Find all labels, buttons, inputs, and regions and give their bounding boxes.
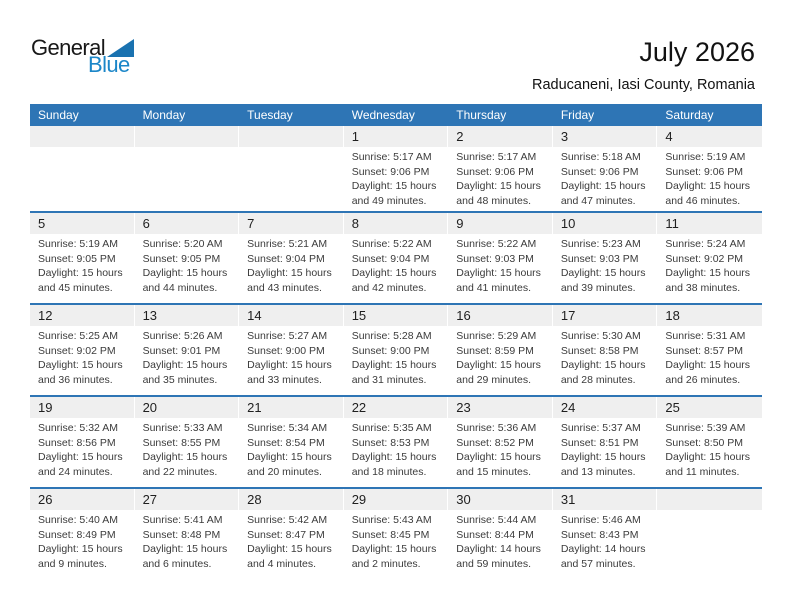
sunrise-line: Sunrise: 5:26 AM [142,330,223,342]
sunrise-line: Sunrise: 5:43 AM [351,514,432,526]
location-subtitle: Raducaneni, Iasi County, Romania [532,77,755,93]
weekday-header-row [30,104,762,126]
day-cell [553,234,658,295]
day-number: 26 [30,489,135,510]
daylight-line-2: and 6 minutes. [142,557,212,570]
day-cell [657,326,762,387]
day-number: 14 [239,305,344,326]
daylight-line-2: and 59 minutes. [456,557,531,570]
day-number: 10 [553,213,658,234]
logo-word-general: General [31,35,106,60]
daylight-line-2: and 47 minutes. [560,194,636,207]
sunset-line: Sunset: 8:56 PM [38,436,116,449]
daylight-line-2: and 48 minutes. [456,194,531,207]
daylight-line-1: Daylight: 15 hours [665,267,751,280]
sunset-line: Sunset: 9:04 PM [351,252,430,265]
day-cell [553,147,658,208]
day-cell [553,418,658,479]
daylight-line-1: Daylight: 15 hours [247,543,332,556]
daylight-line-1: Daylight: 15 hours [560,359,646,372]
day-number: 12 [30,305,135,326]
day-number: 21 [239,397,344,418]
daylight-line-2: and 18 minutes. [351,465,427,478]
day-cell [135,234,240,295]
daylight-line-1: Daylight: 14 hours [560,543,646,556]
daylight-line-2: and 26 minutes. [665,373,741,386]
week-row [30,303,762,395]
day-number: 8 [344,213,449,234]
daylight-line-1: Daylight: 15 hours [560,180,646,193]
daylight-line-2: and 46 minutes. [665,194,741,207]
sunrise-line: Sunrise: 5:40 AM [38,514,118,526]
daylight-line-1: Daylight: 15 hours [665,359,751,372]
day-number: 29 [344,489,449,510]
sunset-line: Sunset: 9:05 PM [142,252,221,265]
day-details-strip [30,234,762,295]
sunrise-line: Sunrise: 5:27 AM [247,330,328,342]
month-title: July 2026 [639,37,755,67]
day-cell [344,326,449,387]
day-number: 22 [344,397,449,418]
daylight-line-2: and 9 minutes. [38,557,107,570]
week-row [30,211,762,303]
daylight-line-2: and 15 minutes. [456,465,531,478]
sunrise-line: Sunrise: 5:33 AM [142,422,223,434]
header-titles [532,37,755,93]
sunrise-line: Sunrise: 5:39 AM [665,422,746,434]
day-number: 31 [553,489,658,510]
sunrise-line: Sunrise: 5:19 AM [38,238,118,250]
sunset-line: Sunset: 8:44 PM [456,528,534,541]
empty-day-number [657,489,762,510]
daylight-line-2: and 24 minutes. [38,465,113,478]
sunrise-line: Sunrise: 5:41 AM [142,514,223,526]
day-number: 4 [665,129,673,144]
daylight-line-1: Daylight: 15 hours [560,267,646,280]
day-number: 17 [553,305,658,326]
daylight-line-2: and 29 minutes. [456,373,531,386]
daylight-line-2: and 41 minutes. [456,281,531,294]
sunrise-line: Sunrise: 5:36 AM [456,422,537,434]
sunset-line: Sunset: 9:03 PM [560,252,639,265]
empty-day-cell [239,147,344,208]
daylight-line-1: Daylight: 15 hours [560,451,646,464]
daylight-line-1: Daylight: 15 hours [142,359,228,372]
sunrise-line: Sunrise: 5:20 AM [142,238,223,250]
weekday-header-thursday: Thursday [456,108,507,122]
day-cell [657,234,762,295]
sunset-line: Sunset: 8:55 PM [142,436,221,449]
sunset-line: Sunset: 9:01 PM [142,344,221,357]
daylight-line-2: and 36 minutes. [38,373,113,386]
day-cell [657,147,762,208]
daylight-line-1: Daylight: 15 hours [456,180,541,193]
sunrise-line: Sunrise: 5:46 AM [560,514,641,526]
day-number: 25 [665,400,680,415]
day-number: 19 [30,397,135,418]
sunrise-line: Sunrise: 5:17 AM [351,151,432,163]
day-cell [239,418,344,479]
sunset-line: Sunset: 8:59 PM [456,344,534,357]
sunset-line: Sunset: 8:54 PM [247,436,325,449]
sunset-line: Sunset: 9:04 PM [247,252,325,265]
sunrise-line: Sunrise: 5:22 AM [351,238,432,250]
day-cell [657,418,762,479]
sunrise-line: Sunrise: 5:32 AM [38,422,118,434]
daylight-line-1: Daylight: 15 hours [142,451,228,464]
empty-day-cell [30,147,135,208]
sunrise-line: Sunrise: 5:28 AM [351,330,432,342]
day-cell [448,326,553,387]
day-number-strip [30,126,762,147]
daylight-line-1: Daylight: 15 hours [456,359,541,372]
sunset-line: Sunset: 8:53 PM [351,436,430,449]
day-number-strip [30,213,762,234]
sunrise-line: Sunrise: 5:34 AM [247,422,328,434]
sunset-line: Sunset: 9:00 PM [247,344,325,357]
daylight-line-2: and 43 minutes. [247,281,322,294]
sunset-line: Sunset: 8:49 PM [38,528,116,541]
sunset-line: Sunset: 8:48 PM [142,528,221,541]
weekday-header-wednesday: Wednesday [351,108,415,122]
daylight-line-1: Daylight: 15 hours [38,451,123,464]
daylight-line-1: Daylight: 15 hours [38,359,123,372]
day-cell [30,418,135,479]
daylight-line-1: Daylight: 15 hours [351,359,437,372]
daylight-line-2: and 11 minutes. [665,465,740,478]
week-row [30,487,762,579]
daylight-line-2: and 44 minutes. [142,281,218,294]
sunset-line: Sunset: 8:52 PM [456,436,534,449]
daylight-line-2: and 20 minutes. [247,465,322,478]
day-number: 6 [135,213,240,234]
day-number: 13 [135,305,240,326]
day-number: 5 [30,213,135,234]
sunrise-line: Sunrise: 5:21 AM [247,238,328,250]
sunset-line: Sunset: 8:47 PM [247,528,325,541]
sunset-line: Sunset: 9:02 PM [38,344,116,357]
sunrise-line: Sunrise: 5:44 AM [456,514,537,526]
day-details-strip [30,418,762,479]
daylight-line-1: Daylight: 14 hours [456,543,541,556]
sunset-line: Sunset: 8:43 PM [560,528,639,541]
daylight-line-2: and 39 minutes. [560,281,636,294]
day-cell [344,147,449,208]
calendar-weeks [30,126,762,579]
sunrise-line: Sunrise: 5:35 AM [351,422,432,434]
daylight-line-1: Daylight: 15 hours [38,543,123,556]
day-number-strip [30,305,762,326]
daylight-line-2: and 33 minutes. [247,373,322,386]
sunset-line: Sunset: 9:05 PM [38,252,116,265]
day-number: 27 [135,489,240,510]
sunrise-line: Sunrise: 5:31 AM [665,330,746,342]
daylight-line-2: and 49 minutes. [351,194,427,207]
daylight-line-2: and 42 minutes. [351,281,427,294]
week-row [30,126,762,211]
empty-day-number [30,126,135,147]
daylight-line-2: and 57 minutes. [560,557,636,570]
daylight-line-1: Daylight: 15 hours [351,451,437,464]
daylight-line-2: and 38 minutes. [665,281,741,294]
sunrise-line: Sunrise: 5:23 AM [560,238,641,250]
weekday-header-friday: Friday [560,108,595,122]
daylight-line-1: Daylight: 15 hours [247,451,332,464]
sunset-line: Sunset: 8:58 PM [560,344,639,357]
day-cell [344,418,449,479]
day-cell [448,418,553,479]
day-number-strip [30,397,762,418]
daylight-line-1: Daylight: 15 hours [456,267,541,280]
daylight-line-1: Daylight: 15 hours [665,180,751,193]
day-cell [135,510,240,571]
empty-day-number [239,126,344,147]
weekday-header-saturday: Saturday [665,108,714,122]
day-cell [239,510,344,571]
weekday-header-sunday: Sunday [38,108,79,122]
weekday-header-monday: Monday [142,108,186,122]
day-cell [448,510,553,571]
daylight-line-2: and 35 minutes. [142,373,218,386]
daylight-line-1: Daylight: 15 hours [247,359,332,372]
sunset-line: Sunset: 9:06 PM [351,165,430,178]
sunrise-line: Sunrise: 5:37 AM [560,422,641,434]
day-number: 30 [448,489,553,510]
daylight-line-1: Daylight: 15 hours [351,180,437,193]
day-cell [30,234,135,295]
sunset-line: Sunset: 9:06 PM [456,165,534,178]
general-blue-logo [31,37,134,75]
day-details-strip [30,147,762,208]
sunrise-line: Sunrise: 5:29 AM [456,330,537,342]
day-number: 24 [553,397,658,418]
day-number: 1 [344,126,449,147]
daylight-line-1: Daylight: 15 hours [247,267,332,280]
sunrise-line: Sunrise: 5:25 AM [38,330,118,342]
day-cell [135,418,240,479]
weekday-header-tuesday: Tuesday [247,108,293,122]
day-number: 16 [448,305,553,326]
sunset-line: Sunset: 8:50 PM [665,436,744,449]
daylight-line-1: Daylight: 15 hours [142,267,228,280]
sunset-line: Sunset: 9:06 PM [560,165,639,178]
sunrise-line: Sunrise: 5:22 AM [456,238,537,250]
daylight-line-2: and 28 minutes. [560,373,636,386]
daylight-line-2: and 31 minutes. [351,373,427,386]
day-number: 9 [448,213,553,234]
day-cell [553,510,658,571]
day-number: 11 [665,216,679,231]
sunrise-line: Sunrise: 5:42 AM [247,514,328,526]
day-details-strip [30,326,762,387]
daylight-line-1: Daylight: 15 hours [456,451,541,464]
daylight-line-2: and 2 minutes. [351,557,421,570]
sunset-line: Sunset: 9:03 PM [456,252,534,265]
day-number: 7 [239,213,344,234]
day-cell [553,326,658,387]
daylight-line-2: and 4 minutes. [247,557,317,570]
sunset-line: Sunset: 8:51 PM [560,436,639,449]
calendar-grid [30,104,762,579]
empty-day-cell [657,510,762,571]
daylight-line-1: Daylight: 15 hours [665,451,751,464]
logo-word-blue: Blue [88,52,130,77]
daylight-line-2: and 45 minutes. [38,281,113,294]
empty-day-number [135,126,240,147]
day-cell [239,234,344,295]
day-cell [30,326,135,387]
sunrise-line: Sunrise: 5:17 AM [456,151,537,163]
day-number: 3 [553,126,658,147]
week-row [30,395,762,487]
day-number: 20 [135,397,240,418]
daylight-line-1: Daylight: 15 hours [142,543,228,556]
sunset-line: Sunset: 8:45 PM [351,528,430,541]
day-cell [344,510,449,571]
daylight-line-1: Daylight: 15 hours [351,267,437,280]
sunrise-line: Sunrise: 5:30 AM [560,330,641,342]
daylight-line-2: and 22 minutes. [142,465,218,478]
day-cell [448,147,553,208]
daylight-line-1: Daylight: 15 hours [38,267,123,280]
sunrise-line: Sunrise: 5:24 AM [665,238,746,250]
day-cell [239,326,344,387]
day-cell [448,234,553,295]
sunset-line: Sunset: 8:57 PM [665,344,744,357]
daylight-line-2: and 13 minutes. [560,465,636,478]
sunrise-line: Sunrise: 5:19 AM [665,151,746,163]
empty-day-cell [135,147,240,208]
day-number-strip [30,489,762,510]
day-cell [30,510,135,571]
day-number: 28 [239,489,344,510]
sunset-line: Sunset: 9:02 PM [665,252,744,265]
day-number: 15 [344,305,449,326]
day-number: 23 [448,397,553,418]
day-cell [344,234,449,295]
day-cell [135,326,240,387]
day-number: 18 [665,308,680,323]
day-number: 2 [448,126,553,147]
daylight-line-1: Daylight: 15 hours [351,543,437,556]
day-details-strip [30,510,762,571]
sunrise-line: Sunrise: 5:18 AM [560,151,641,163]
sunset-line: Sunset: 9:00 PM [351,344,430,357]
sunset-line: Sunset: 9:06 PM [665,165,744,178]
